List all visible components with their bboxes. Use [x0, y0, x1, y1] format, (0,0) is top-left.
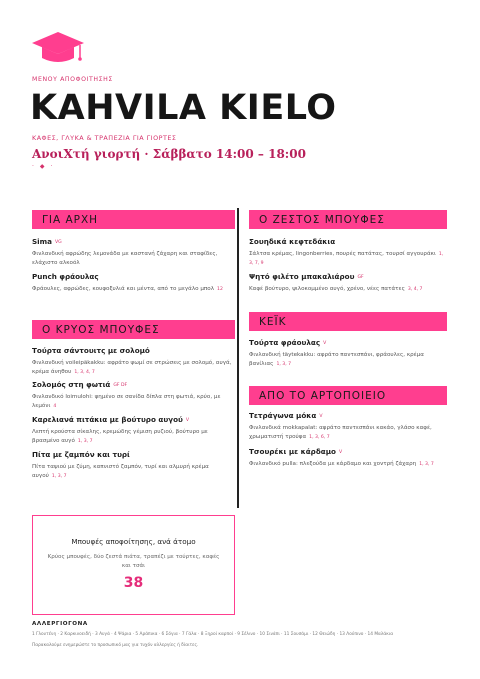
allergen-codes: 4: [53, 404, 57, 409]
menu-item-cardamom-bun: [249, 447, 447, 469]
menu-item-sandwich-cake: [32, 346, 232, 377]
item-name: Punch φράουλας: [32, 272, 99, 281]
item-name: Πίτα με ζαμπόν και τυρί: [32, 450, 130, 459]
menu-item-mocha-squares: [249, 411, 447, 442]
allergen-codes: 1, 3, 7: [276, 362, 292, 367]
item-desc: Φινλανδική täytekakku: αφράτο παντεσπάνι, φράουλες, κρέμα βανίλιας: [249, 352, 424, 367]
section-heading-start: ΓΙΑ ΑΡΧΗ: [32, 210, 235, 229]
allergens-heading: ΑΛΛΕΡΓΙΟΓΟΝΑ: [32, 621, 88, 627]
graduation-cap-icon: [30, 30, 86, 70]
item-desc: Φινλανδικά mokkapalat: αφράτο παντεσπάνι κακάο, γλάσο καφέ, χρωματιστή τρούφα: [249, 425, 432, 440]
allergen-codes: 1, 3, 4, 7: [74, 370, 95, 375]
allergens-list: 1 Γλουτένη · 2 Καρκινοειδή · 3 Αυγά · 4 Ψάρια · 5 Αράπικα · 6 Σόγια · 7 Γάλα · 8 Ξηροί καρποί · 9 Σέλινο · 10 Σινάπι · 11 Σουσάμι · 12 Θειώδη · 13 Λούπινο · 14 Μαλάκια: [32, 632, 394, 637]
diet-tag: V: [323, 341, 327, 346]
item-desc: Φινλανδικό loimulohi: ψημένο σε σανίδα δίπλα στη φωτιά, κρύο, με λεμόνι: [32, 394, 221, 409]
diet-tag: V: [319, 414, 323, 419]
price-box-title: Μπουφές αποφοίτησης, ανά άτομο: [71, 537, 196, 546]
menu-item-flame-salmon: [32, 380, 232, 411]
allergen-codes: 1, 3, 6, 7: [309, 435, 330, 440]
menu-item-cod-fillet: [249, 272, 447, 294]
item-name: Καρελιανά πιτάκια με βούτυρο αυγού: [32, 415, 183, 424]
menu-item-ham-cheese-pie: [32, 450, 232, 481]
price-value: 38: [123, 575, 144, 591]
menu-item-karelian-pies: [32, 415, 232, 446]
column-divider: [237, 208, 239, 508]
item-name: Σουηδικά κεφτεδάκια: [249, 237, 336, 246]
price-box: [32, 515, 235, 615]
item-desc: Καφέ βούτυρο, ψιλοκομμένο αυγό, χρένο, νέες πατάτες: [249, 286, 405, 292]
item-name: Σολομός στη φωτιά: [32, 380, 111, 389]
item-name: Τούρτα φράουλας: [249, 338, 321, 347]
item-name: Τσουρέκι με κάρδαμο: [249, 447, 336, 456]
section-heading-cake: ΚΕΪΚ: [249, 312, 447, 331]
cafe-subtitle: ΚΑΦΕΣ, ΓΛΥΚΑ & ΤΡΑΠΕΖΙΑ ΓΙΑ ΓΙΟΡΤΕΣ: [32, 134, 177, 142]
allergen-codes: 1, 3, 7: [51, 474, 67, 479]
menu-item-meatballs: [249, 237, 447, 268]
allergen-codes: 1, 3, 7: [77, 439, 93, 444]
diet-tag: V: [185, 418, 190, 423]
allergen-codes: 12: [217, 287, 223, 292]
item-desc: Πίτα ταψιού με ζύμη, καπνιστό ζαμπόν, τυρί και αλμυρή κρέμα αυγού: [32, 464, 209, 479]
price-box-desc: Κρύος μπουφές, δύο ζεστά πιάτα, τραπέζι με τούρτες, καφές και τσάι: [47, 554, 220, 569]
diet-tag: GF: [357, 275, 364, 280]
item-desc: Φινλανδική αφρώδης λεμονάδα με καστανή ζάχαρη και σταφίδες, ελάχιστο αλκοόλ: [32, 251, 218, 266]
item-desc: Σάλτσα κρέμας, lingonberries, πουρές πατάτας, τουρσί αγγουράκι: [249, 251, 436, 257]
menu-item-punch: [32, 272, 232, 294]
diet-tag: VG: [54, 240, 62, 245]
item-name: Ψητό φιλέτο μπακαλιάρου: [249, 272, 355, 281]
item-name: Τετράγωνα μόκα: [249, 411, 317, 420]
cafe-title: KAHVILA KIELO: [30, 88, 337, 128]
item-name: Τούρτα σάντουιτς με σολομό: [32, 346, 150, 355]
item-desc: Φινλανδικό pulla: πλεξούδα με κάρδαμο και χοντρή ζάχαρη: [249, 461, 417, 467]
allergens-note: Παρακαλούμε ενημερώστε το προσωπικό μας για τυχόν αλλεργίες ή δίαιτες.: [32, 643, 199, 648]
menu-eyebrow: ΜΕΝΟΥ ΑΠΟΦΟΙΤΗΣΗΣ: [32, 76, 113, 83]
menu-item-sima: [32, 237, 232, 268]
allergen-codes: 1, 3, 7, 9: [249, 252, 444, 266]
section-heading-cold: Ο ΚΡΥΟΣ ΜΠΟΥΦΕΣ: [32, 320, 235, 339]
item-desc: Φράουλες, αφρώδες, κουφοξυλιά και μέντα, από το μεγάλο μπολ: [32, 286, 215, 292]
item-desc: Λεπτή κρούστα σίκαλης, κρεμώδης γέμιση ρυζιού, βούτυρο με βρασμένο αυγό: [32, 429, 208, 444]
allergen-codes: 1, 3, 7: [419, 462, 434, 467]
allergen-codes: 3, 4, 7: [407, 287, 423, 292]
event-time: ΑνοιΧτή γιορτή · Σάββατο 14:00 – 18:00: [32, 147, 306, 161]
diet-tag: GF DF: [113, 383, 128, 388]
item-name: Sima: [32, 237, 52, 246]
item-desc: Φινλανδική voileipäkakku: αφράτο ψωμί σε στρώσεις με σολομό, αυγά, κρέμα άνηθου: [32, 360, 232, 375]
ornament: · ◆ ·: [32, 163, 55, 170]
diet-tag: V: [338, 450, 343, 455]
section-heading-hot: Ο ΖΕΣΤΟΣ ΜΠΟΥΦΕΣ: [249, 210, 447, 229]
section-heading-bakery: ΑΠΟ ΤΟ ΑΡΤΟΠΟΙΕΙΟ: [249, 386, 447, 405]
menu-item-strawberry-cake: [249, 338, 447, 369]
